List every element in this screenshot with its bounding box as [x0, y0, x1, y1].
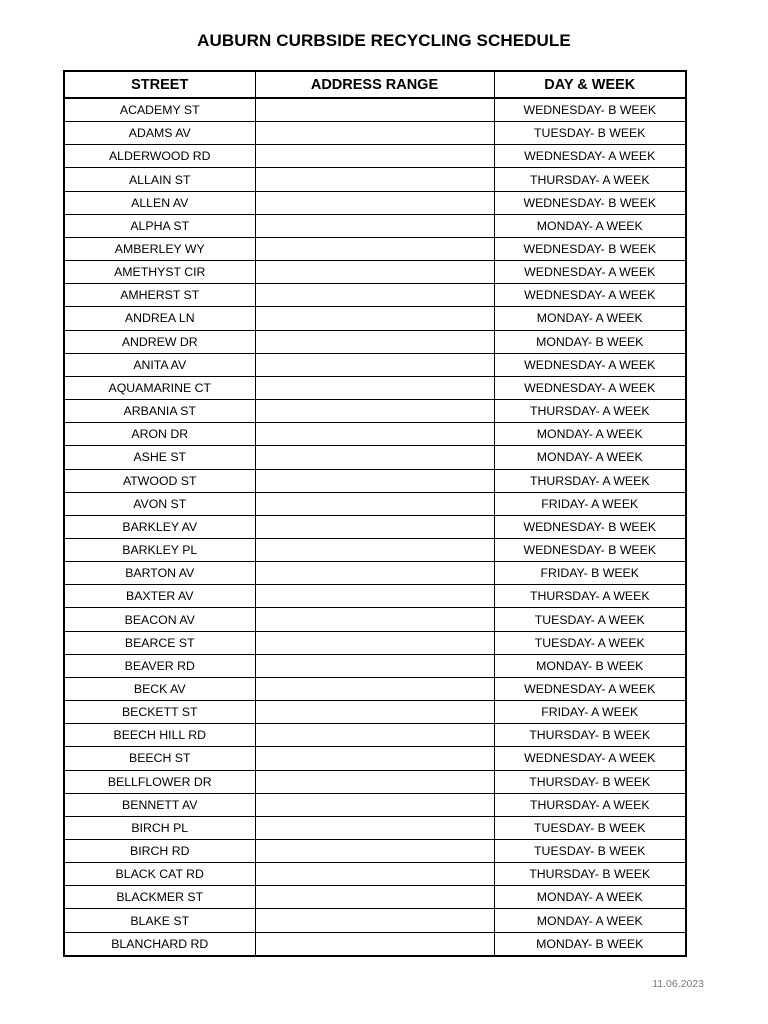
- cell-street: BLACK CAT RD: [64, 863, 255, 886]
- cell-address-range: [255, 585, 494, 608]
- cell-street: BECKETT ST: [64, 701, 255, 724]
- cell-street: ASHE ST: [64, 446, 255, 469]
- table-row: [64, 816, 686, 839]
- cell-street: ANDREA LN: [64, 307, 255, 330]
- cell-address-range: [255, 909, 494, 932]
- cell-street: ALPHA ST: [64, 214, 255, 237]
- cell-street: BARTON AV: [64, 562, 255, 585]
- cell-day-week: THURSDAY- A WEEK: [494, 400, 686, 423]
- cell-day-week: MONDAY- A WEEK: [494, 446, 686, 469]
- table-row: [64, 353, 686, 376]
- table-row: [64, 214, 686, 237]
- page-title: AUBURN CURBSIDE RECYCLING SCHEDULE: [197, 31, 571, 50]
- cell-street: BEECH HILL RD: [64, 724, 255, 747]
- cell-day-week: FRIDAY- B WEEK: [494, 562, 686, 585]
- recycling-schedule-table: [63, 70, 687, 957]
- table-row: [64, 515, 686, 538]
- table-row: [64, 770, 686, 793]
- footer-date: 11.06.2023: [652, 978, 704, 990]
- table-row: [64, 840, 686, 863]
- cell-address-range: [255, 98, 494, 122]
- cell-day-week: WEDNESDAY- B WEEK: [494, 538, 686, 561]
- cell-street: AQUAMARINE CT: [64, 376, 255, 399]
- cell-day-week: MONDAY- A WEEK: [494, 886, 686, 909]
- cell-address-range: [255, 770, 494, 793]
- cell-street: ANDREW DR: [64, 330, 255, 353]
- table-row: [64, 168, 686, 191]
- cell-street: ALDERWOOD RD: [64, 145, 255, 168]
- cell-address-range: [255, 747, 494, 770]
- cell-address-range: [255, 886, 494, 909]
- cell-street: BECK AV: [64, 677, 255, 700]
- table-body: [64, 98, 686, 956]
- column-header-street: STREET: [64, 71, 255, 98]
- table-row: [64, 469, 686, 492]
- cell-address-range: [255, 261, 494, 284]
- cell-address-range: [255, 631, 494, 654]
- table-row: [64, 145, 686, 168]
- cell-day-week: WEDNESDAY- B WEEK: [494, 515, 686, 538]
- cell-day-week: WEDNESDAY- A WEEK: [494, 677, 686, 700]
- cell-street: ALLEN AV: [64, 191, 255, 214]
- cell-street: ARBANIA ST: [64, 400, 255, 423]
- table-row: [64, 863, 686, 886]
- cell-day-week: WEDNESDAY- B WEEK: [494, 191, 686, 214]
- cell-day-week: MONDAY- A WEEK: [494, 307, 686, 330]
- table-row: [64, 330, 686, 353]
- table-row: [64, 98, 686, 122]
- cell-address-range: [255, 515, 494, 538]
- table-row: [64, 261, 686, 284]
- cell-day-week: MONDAY- A WEEK: [494, 214, 686, 237]
- cell-address-range: [255, 330, 494, 353]
- cell-day-week: WEDNESDAY- A WEEK: [494, 376, 686, 399]
- table-row: [64, 562, 686, 585]
- table-row: [64, 701, 686, 724]
- cell-day-week: WEDNESDAY- A WEEK: [494, 353, 686, 376]
- cell-address-range: [255, 191, 494, 214]
- table-row: [64, 307, 686, 330]
- cell-address-range: [255, 307, 494, 330]
- cell-address-range: [255, 237, 494, 260]
- table-row: [64, 886, 686, 909]
- cell-address-range: [255, 724, 494, 747]
- cell-day-week: WEDNESDAY- B WEEK: [494, 98, 686, 122]
- cell-address-range: [255, 654, 494, 677]
- cell-day-week: MONDAY- B WEEK: [494, 654, 686, 677]
- table-row: [64, 446, 686, 469]
- cell-street: AMHERST ST: [64, 284, 255, 307]
- table-row: [64, 284, 686, 307]
- cell-street: AMETHYST CIR: [64, 261, 255, 284]
- cell-day-week: WEDNESDAY- A WEEK: [494, 261, 686, 284]
- cell-address-range: [255, 677, 494, 700]
- cell-address-range: [255, 353, 494, 376]
- table-row: [64, 724, 686, 747]
- cell-day-week: WEDNESDAY- B WEEK: [494, 237, 686, 260]
- table-row: [64, 909, 686, 932]
- cell-day-week: TUESDAY- B WEEK: [494, 840, 686, 863]
- cell-day-week: THURSDAY- A WEEK: [494, 793, 686, 816]
- cell-day-week: WEDNESDAY- A WEEK: [494, 145, 686, 168]
- cell-address-range: [255, 608, 494, 631]
- cell-address-range: [255, 168, 494, 191]
- cell-day-week: TUESDAY- B WEEK: [494, 122, 686, 145]
- cell-day-week: THURSDAY- A WEEK: [494, 469, 686, 492]
- cell-street: AVON ST: [64, 492, 255, 515]
- cell-address-range: [255, 863, 494, 886]
- cell-street: AMBERLEY WY: [64, 237, 255, 260]
- cell-street: BEAVER RD: [64, 654, 255, 677]
- table-row: [64, 654, 686, 677]
- table-row: [64, 793, 686, 816]
- column-header-day-week: DAY & WEEK: [494, 71, 686, 98]
- cell-day-week: FRIDAY- A WEEK: [494, 701, 686, 724]
- cell-address-range: [255, 840, 494, 863]
- table-row: [64, 631, 686, 654]
- cell-street: BIRCH RD: [64, 840, 255, 863]
- cell-day-week: THURSDAY- A WEEK: [494, 168, 686, 191]
- cell-day-week: MONDAY- B WEEK: [494, 932, 686, 956]
- table-row: [64, 237, 686, 260]
- cell-address-range: [255, 446, 494, 469]
- cell-street: BLACKMER ST: [64, 886, 255, 909]
- column-header-address-range: ADDRESS RANGE: [255, 71, 494, 98]
- cell-street: BEACON AV: [64, 608, 255, 631]
- cell-day-week: TUESDAY- A WEEK: [494, 631, 686, 654]
- cell-street: BARKLEY PL: [64, 538, 255, 561]
- cell-day-week: WEDNESDAY- A WEEK: [494, 747, 686, 770]
- cell-day-week: FRIDAY- A WEEK: [494, 492, 686, 515]
- cell-address-range: [255, 145, 494, 168]
- cell-day-week: WEDNESDAY- A WEEK: [494, 284, 686, 307]
- cell-street: BENNETT AV: [64, 793, 255, 816]
- cell-street: ACADEMY ST: [64, 98, 255, 122]
- cell-address-range: [255, 284, 494, 307]
- cell-address-range: [255, 932, 494, 956]
- table-row: [64, 585, 686, 608]
- cell-day-week: TUESDAY- A WEEK: [494, 608, 686, 631]
- cell-day-week: THURSDAY- B WEEK: [494, 863, 686, 886]
- cell-street: ADAMS AV: [64, 122, 255, 145]
- cell-address-range: [255, 423, 494, 446]
- cell-address-range: [255, 816, 494, 839]
- cell-street: ATWOOD ST: [64, 469, 255, 492]
- table-header-row: [64, 71, 686, 98]
- cell-address-range: [255, 492, 494, 515]
- table-row: [64, 122, 686, 145]
- cell-street: BLANCHARD RD: [64, 932, 255, 956]
- cell-street: BEARCE ST: [64, 631, 255, 654]
- cell-address-range: [255, 793, 494, 816]
- cell-street: BELLFLOWER DR: [64, 770, 255, 793]
- cell-day-week: THURSDAY- B WEEK: [494, 770, 686, 793]
- table-row: [64, 677, 686, 700]
- table-row: [64, 191, 686, 214]
- cell-address-range: [255, 400, 494, 423]
- cell-address-range: [255, 538, 494, 561]
- table-row: [64, 747, 686, 770]
- cell-address-range: [255, 562, 494, 585]
- cell-street: ARON DR: [64, 423, 255, 446]
- cell-day-week: MONDAY- A WEEK: [494, 423, 686, 446]
- cell-street: ALLAIN ST: [64, 168, 255, 191]
- table-row: [64, 400, 686, 423]
- table-row: [64, 608, 686, 631]
- table-row: [64, 932, 686, 956]
- cell-address-range: [255, 214, 494, 237]
- cell-day-week: MONDAY- A WEEK: [494, 909, 686, 932]
- table-row: [64, 376, 686, 399]
- cell-address-range: [255, 122, 494, 145]
- cell-day-week: THURSDAY- B WEEK: [494, 724, 686, 747]
- cell-street: ANITA AV: [64, 353, 255, 376]
- table-row: [64, 538, 686, 561]
- table-row: [64, 492, 686, 515]
- table-row: [64, 423, 686, 446]
- cell-street: BIRCH PL: [64, 816, 255, 839]
- cell-address-range: [255, 701, 494, 724]
- cell-street: BAXTER AV: [64, 585, 255, 608]
- cell-day-week: MONDAY- B WEEK: [494, 330, 686, 353]
- cell-day-week: TUESDAY- B WEEK: [494, 816, 686, 839]
- cell-street: BLAKE ST: [64, 909, 255, 932]
- cell-address-range: [255, 376, 494, 399]
- cell-address-range: [255, 469, 494, 492]
- cell-street: BARKLEY AV: [64, 515, 255, 538]
- cell-day-week: THURSDAY- A WEEK: [494, 585, 686, 608]
- cell-street: BEECH ST: [64, 747, 255, 770]
